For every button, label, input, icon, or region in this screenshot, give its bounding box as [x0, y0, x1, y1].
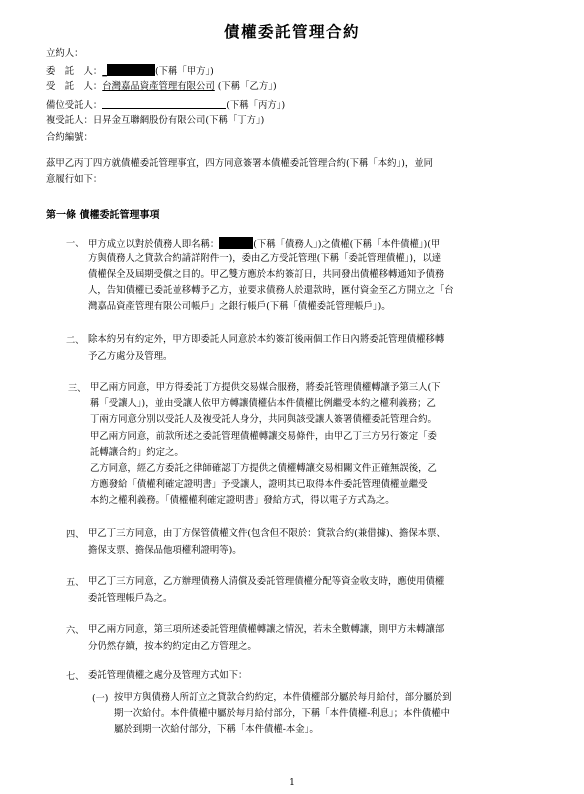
item-1-line-2: 方與債務人之貸款合約請詳附件一)，委由乙方受託管理(下稱「委託管理債權」)，以達 [88, 253, 442, 264]
item-3-line-2: 稱「受讓人」)，並由受讓人依甲方轉讓債權佔本件債權比例繼受本約之權利義務；乙 [90, 398, 436, 409]
backup-trustee-blank [102, 98, 226, 109]
item-7a-line-3: 屬於到期一次給付部分，下稱「本件債權-本金」。 [114, 724, 319, 735]
sub-trustee-name: 日昇金互聯網股份有限公司 [92, 115, 206, 126]
item-5-line-1: 甲乙丁三方同意，乙方辦理債務人清償及委託管理債權分配等資金收支時，應使用債權 [88, 576, 445, 587]
sub-trustee-suffix: (下稱「丁方」) [205, 115, 265, 126]
intro-line-2: 意履行如下： [46, 174, 103, 185]
backup-trustee-label: 備位受託人： [46, 100, 103, 111]
item-4-line-1: 甲乙丁三方同意，由丁方保管債權文件(包含但不限於：貸款合約(兼借據)、擔保本票、 [88, 528, 446, 539]
item-3-line-7: 方應發給「債權利確定證明書」予受讓人，證明其已取得本件委託管理債權並繼受 [90, 479, 428, 490]
parties-label: 立約人： [46, 48, 84, 59]
item-1-line-3: 債權保全及屆期受償之目的。甲乙雙方應於本約簽訂日，共同發出債權移轉通知予債務 [88, 269, 445, 280]
section-1-heading: 第一條 債權委託管理事項 [46, 210, 160, 221]
item-7-line-1: 委託管理債權之處分及管理方式如下： [88, 670, 248, 681]
principal-line: 委 託 人：_ (下稱「甲方」) [46, 66, 214, 77]
item-6-line-2: 分仍然存續，按本約約定由乙方管理之。 [88, 641, 257, 652]
item-3-line-4: 甲乙兩方同意，前款所述之委託管理債權轉讓交易條件，由甲乙丁三方另行簽定「委 [90, 431, 437, 442]
item-7-number: 七、 [66, 671, 85, 682]
redacted-principal-name [107, 64, 155, 76]
intro-line-1: 茲甲乙丙丁四方就債權委託管理事宜，四方同意簽署本債權委託管理合約(下稱「本約」)，並同 [46, 158, 433, 169]
item-4-line-2: 擔保支票、擔保品他項權利證明等)。 [88, 545, 242, 556]
contract-number-label: 合約編號： [46, 132, 93, 143]
item-3-line-5: 託轉讓合約」約定之。 [90, 447, 184, 458]
trustee-name: 台灣嘉品資產管理有限公司 [102, 81, 215, 92]
trustee-label: 受 託 人： [46, 81, 103, 92]
page-number: 1 [289, 778, 295, 788]
item-2-line-2: 予乙方處分及管理。 [88, 351, 173, 362]
backup-trustee-suffix: (下稱「丙方」) [226, 100, 286, 111]
backup-trustee-line [46, 98, 285, 112]
item-4-number: 四、 [66, 529, 85, 540]
item-5-line-2: 委託管理帳戶為之。 [88, 593, 173, 604]
item-7a-number: (一) [92, 693, 109, 704]
trustee-line [46, 81, 277, 93]
principal-suffix: (下稱「甲方」) [154, 66, 214, 77]
item-3-line-1: 甲乙兩方同意，甲方得委託丁方提供交易媒合服務，將委託管理債權轉讓予第三人(下 [90, 382, 441, 393]
item-3-number: 三、 [68, 383, 87, 394]
item-7a-line-1: 按甲方與債務人所訂立之貸款合約約定，本件債權部分屬於每月給付，部分屬於到 [114, 692, 452, 703]
item-3-line-6: 乙方同意，經乙方委託之律師確認丁方提供之債權轉讓交易相關文件正確無誤後，乙 [90, 463, 437, 474]
principal-label: 委 託 人： [46, 66, 103, 77]
item-6-number: 六、 [66, 625, 85, 636]
sub-trustee-label: 複受託人： [46, 115, 93, 126]
item-1-line-1: 甲方成立以對於債務人即名稱： (下稱「債務人」)之債權(下稱「本件債權」)(甲 [88, 239, 441, 250]
document-title: 債權委託管理合約 [223, 22, 360, 41]
item-7a-line-2: 期一次給付。本件債權中屬於每月給付部分，下稱「本件債權-利息」；本件債權中 [114, 708, 450, 719]
item-6-line-1: 甲乙兩方同意，第三項所述委託管理債權轉讓之情況，若未全數轉讓，則甲方未轉讓部 [88, 624, 445, 635]
item-2-line-1: 除本約另有約定外，甲方即委託人同意於本約簽訂後兩個工作日內將委託管理債權移轉 [88, 334, 445, 345]
item-3-line-3: 丁兩方同意分別以受託人及複受託人身分，共同與該受讓人簽署債權委託管理合約。 [90, 414, 437, 425]
sub-trustee-line [46, 115, 264, 127]
item-3-line-8: 本約之權利義務。「債權權利確定證明書」發給方式，得以電子方式為之。 [90, 495, 395, 506]
item-1-line-4: 人，告知債權已委託並移轉予乙方，並要求債務人於還款時，匯付資金至乙方開立之「台 [88, 285, 454, 296]
item-1-number: 一、 [66, 238, 85, 249]
item-2-number: 二、 [66, 335, 85, 346]
redacted-debtor-name [219, 237, 253, 249]
item-1-line-5: 灣嘉品資產管理有限公司帳戶」之銀行帳戶(下稱「債權委託管理帳戶」)。 [88, 301, 391, 312]
trustee-suffix: (下稱「乙方」) [217, 81, 277, 92]
item-5-number: 五、 [66, 577, 85, 588]
